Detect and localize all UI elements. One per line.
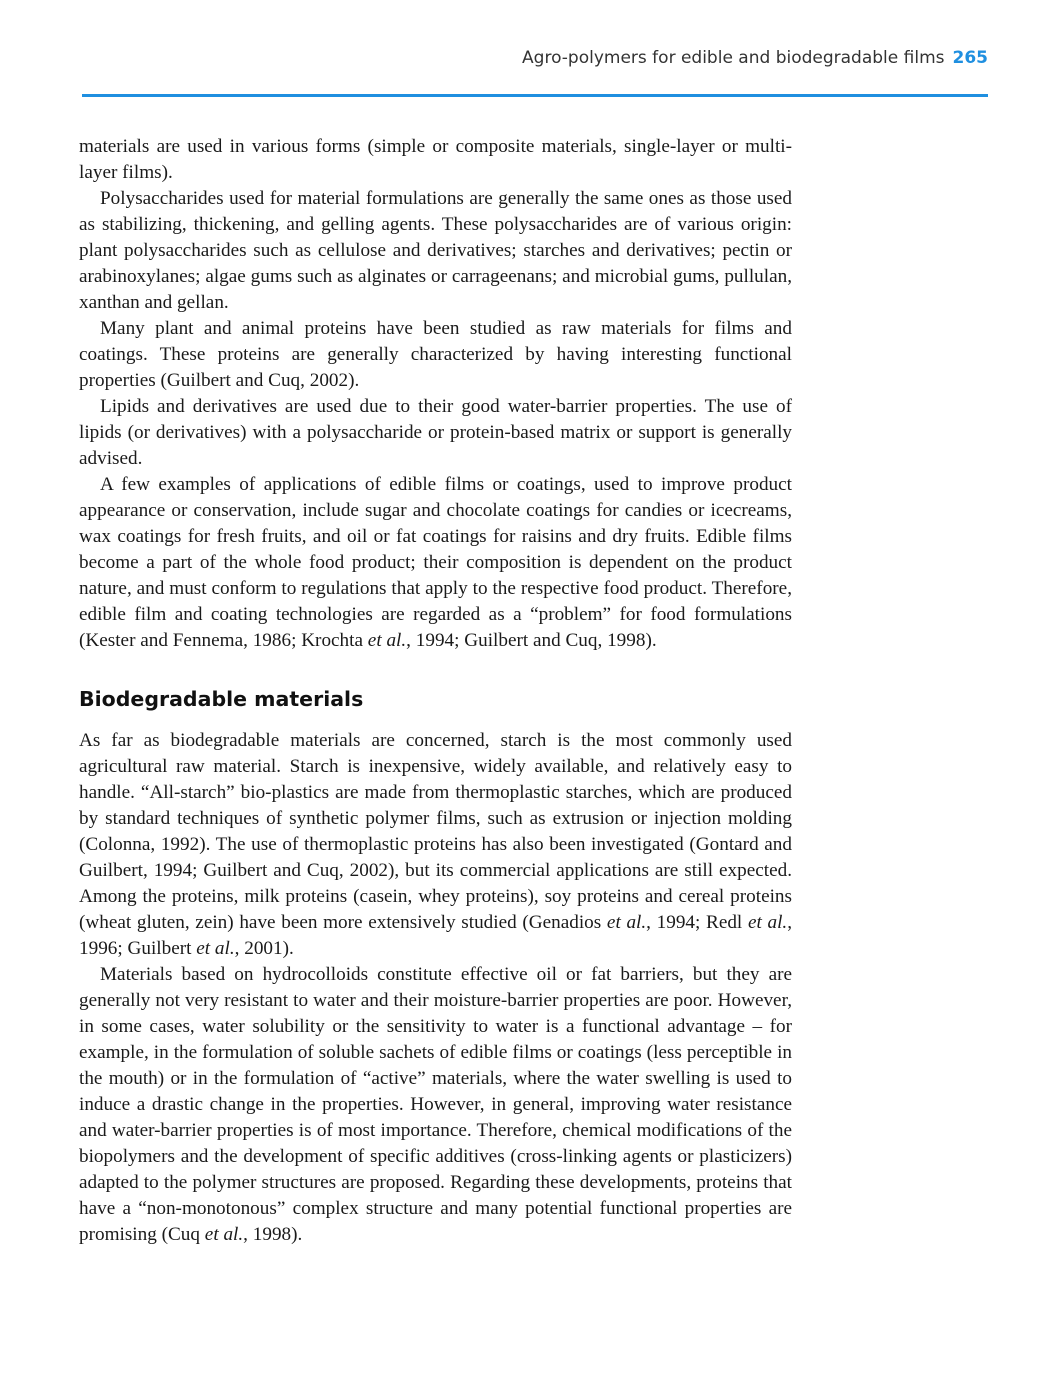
- text-run: A few examples of applications of edible films or coatings, used to improve product appearance or conservation, include sugar and chocolate coatings for candies or icecreams, wax coatings for fresh fruits, and oil or fat coatings for raisins and dry fruits. Edible films become a part of the whole food product; their composition is dependent on the product nature, and must conform to regulations that apply to the respective food product. Therefore, edible film and coating technologies are regarded as a “problem” for food formulations (Kester and Fennema, 1986; Krochta: [79, 474, 792, 651]
- text-run: As far as biodegradable materials are concerned, starch is the most commonly used agricultural raw material. Starch is inexpensive, widely available, and relatively easy to handle. “All-starch” bio-plastics are made from thermoplastic starches, which are produced by standard techniques of synthetic polymer films, such as extrusion or injection molding (Colonna, 1992). The use of thermoplastic proteins has also been investigated (Gontard and Guilbert, 1994; Guilbert and Cuq, 2002), but its commercial applications are still expected. Among the proteins, milk proteins (casein, whey proteins), soy proteins and cereal proteins (wheat gluten, zein) have been more extensively studied (Genadios: [79, 730, 792, 933]
- text-run: , 1994; Guilbert and Cuq, 1998).: [406, 630, 657, 651]
- section-heading: Biodegradable materials: [79, 687, 364, 711]
- running-header: [522, 48, 988, 68]
- running-title: Agro-polymers for edible and biodegradable films: [522, 48, 945, 68]
- text-run: , 1996; Guilbert: [79, 912, 792, 959]
- paragraph: materials are used in various forms (simple or composite materials, single-layer or multi-layer films).: [79, 136, 792, 183]
- paragraph: [79, 728, 792, 962]
- italic-run: et al.: [196, 938, 235, 959]
- paragraph: Many plant and animal proteins have been studied as raw materials for films and coatings. These proteins are generally characterized by having interesting functional properties (Guilbert and Cuq, 2002).: [79, 318, 792, 391]
- header-rule: [82, 94, 988, 97]
- paragraph: [79, 472, 792, 654]
- italic-run: et al.: [606, 912, 647, 933]
- paragraph: Polysaccharides used for material formulations are generally the same ones as those used as stabilizing, thickening, and gelling agents. These polysaccharides are of various origin: plant polysaccharides such as cellulose and derivatives; starches and derivatives; pectin or arabinoxylanes; algae gums such as alginates or carrageenans; and microbial gums, pullulan, xanthan and gellan.: [79, 188, 792, 313]
- paragraph: [79, 962, 792, 1248]
- text-run: , 2001).: [234, 938, 294, 959]
- italic-run: et al.: [367, 630, 407, 651]
- paragraph: Lipids and derivatives are used due to their good water-barrier properties. The use of lipids (or derivatives) with a polysaccharide or protein-based matrix or support is generally advised.: [79, 396, 792, 469]
- italic-run: et al.: [747, 912, 788, 933]
- text-run: , 1998).: [243, 1224, 303, 1245]
- italic-run: et al.: [204, 1224, 244, 1245]
- text-run: Materials based on hydrocolloids constitute effective oil or fat barriers, but they are generally not very resistant to water and their moisture-barrier properties are poor. However, in some cases, water solubility or the sensitivity to water is a functional advantage – for example, in the formulation of soluble sachets of edible films or coatings (less perceptible in the mouth) or in the formulation of “active” materials, where the water swelling is used to induce a drastic change in the properties. However, in general, improving water resistance and water-barrier properties is of most importance. Therefore, chemical modifications of the biopolymers and the development of specific additives (cross-linking agents or plasticizers) adapted to the polymer structures are proposed. Regarding these developments, proteins that have a “non-monotonous” complex structure and many potential functional properties are promising (Cuq: [79, 964, 792, 1245]
- body-text: [79, 134, 792, 1248]
- page-number: 265: [952, 48, 988, 68]
- text-run: , 1994; Redl: [646, 912, 748, 933]
